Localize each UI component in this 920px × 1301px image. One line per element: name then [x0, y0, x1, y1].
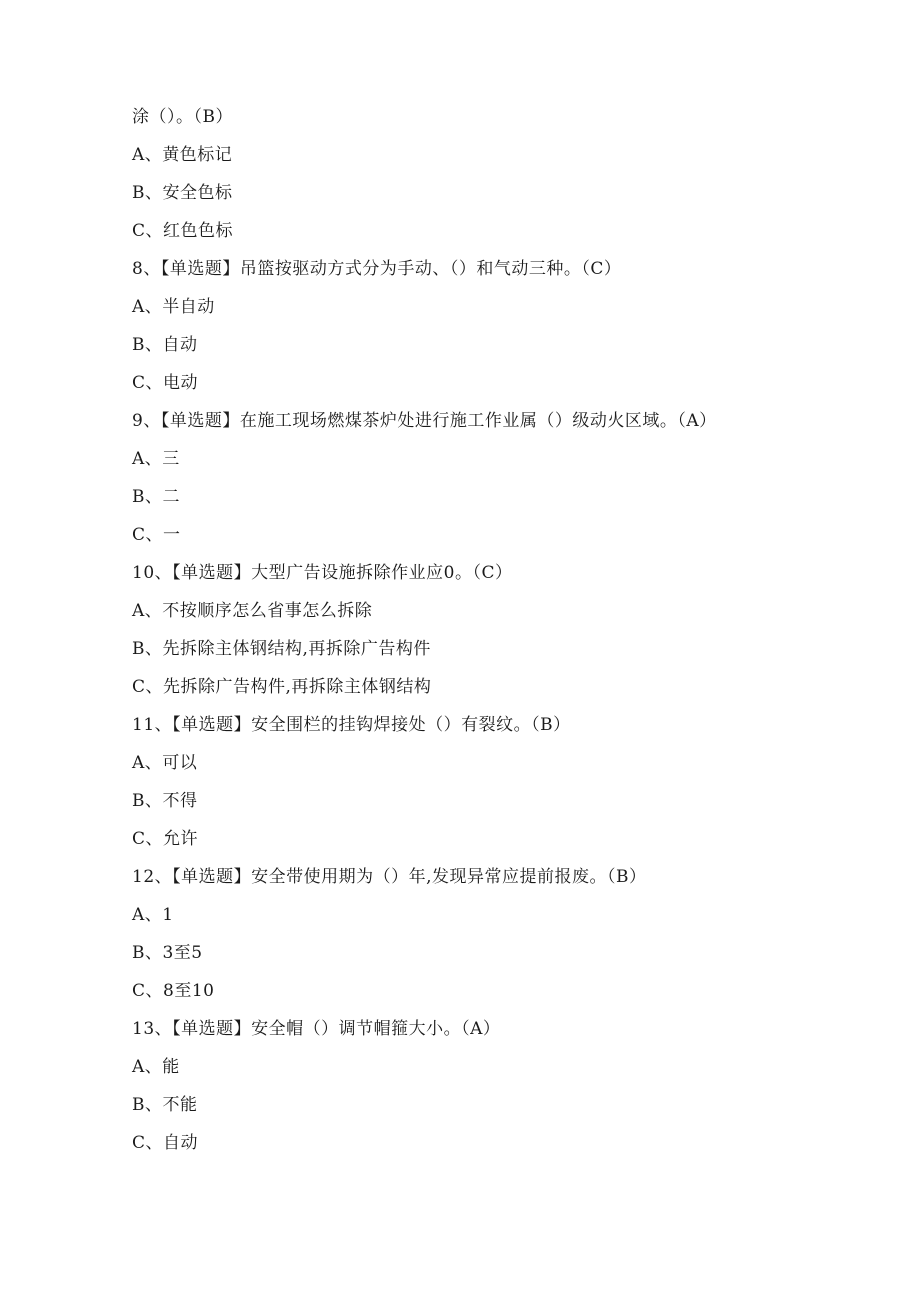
question-9-option-a: A、三 — [132, 449, 180, 469]
question-11-stem: 11、【单选题】安全围栏的挂钩焊接处（）有裂纹。（B） — [132, 715, 571, 735]
question-11-option-c: C、允许 — [132, 829, 199, 849]
question-8-option-b: B、自动 — [132, 335, 198, 355]
document-body — [132, 104, 832, 1168]
question-9-stem: 9、【单选题】在施工现场燃煤茶炉处进行施工作业属（）级动火区域。（A） — [132, 411, 717, 431]
question-7-stem-continuation: 涂（）。（B） — [132, 107, 233, 127]
question-9-option-c: C、一 — [132, 525, 181, 545]
question-13-option-b: B、不能 — [132, 1095, 198, 1115]
question-12-option-b: B、3至5 — [132, 943, 203, 963]
question-8-option-a: A、半自动 — [132, 297, 215, 317]
question-7-option-b: B、安全色标 — [132, 183, 233, 203]
question-8-option-c: C、电动 — [132, 373, 199, 393]
question-7-option-a: A、黄色标记 — [132, 145, 233, 165]
question-10-option-a: A、不按顺序怎么省事怎么拆除 — [132, 601, 373, 621]
question-12-option-a: A、1 — [132, 905, 174, 925]
question-8-stem: 8、【单选题】吊篮按驱动方式分为手动、（）和气动三种。（C） — [132, 259, 622, 279]
question-10-option-c: C、先拆除广告构件,再拆除主体钢结构 — [132, 677, 432, 697]
question-13-option-a: A、能 — [132, 1057, 180, 1077]
question-7-option-c: C、红色色标 — [132, 221, 234, 241]
question-12-option-c: C、8至10 — [132, 981, 215, 1001]
question-13-option-c: C、自动 — [132, 1133, 199, 1153]
question-11-option-b: B、不得 — [132, 791, 198, 811]
question-10-stem: 10、【单选题】大型广告设施拆除作业应0。（C） — [132, 563, 513, 583]
question-11-option-a: A、可以 — [132, 753, 198, 773]
question-13-stem: 13、【单选题】安全帽（）调节帽箍大小。（A） — [132, 1019, 501, 1039]
question-12-stem: 12、【单选题】安全带使用期为（）年,发现异常应提前报废。（B） — [132, 867, 647, 887]
question-9-option-b: B、二 — [132, 487, 180, 507]
question-10-option-b: B、先拆除主体钢结构,再拆除广告构件 — [132, 639, 431, 659]
